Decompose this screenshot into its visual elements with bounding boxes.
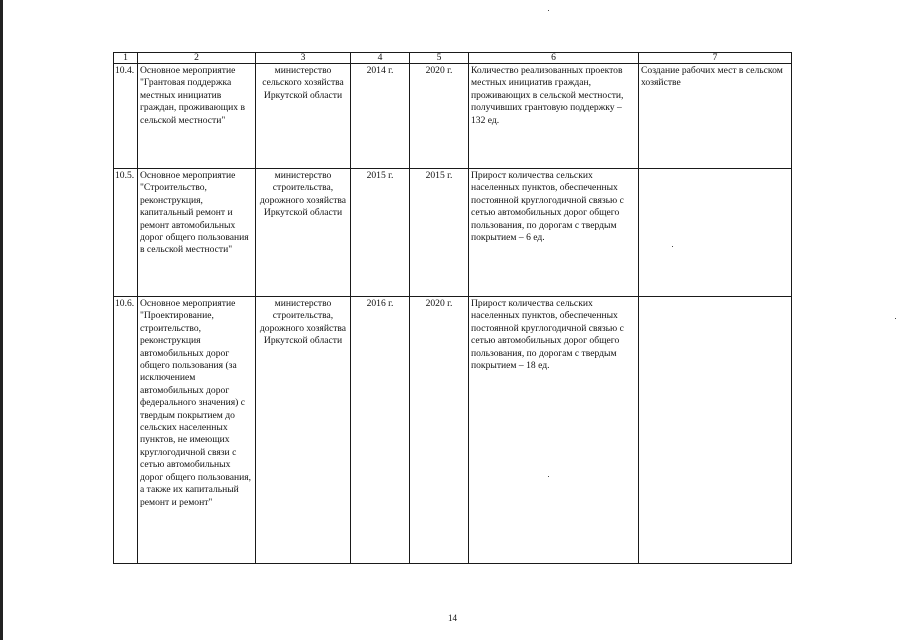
indicator-cell: Количество реализованных проектов местных инициатив граждан, проживающих в сельской местности, получивших грантовую поддержку – 132 ед. [469,64,639,169]
column-header: 2 [138,53,256,64]
scan-speck [548,10,549,11]
end-year-cell: 2020 г. [410,64,469,169]
scan-edge-mark [0,0,3,640]
result-cell [639,297,792,564]
column-header: 7 [639,53,792,64]
row-number: 10.6. [114,297,138,564]
end-year-cell: 2015 г. [410,169,469,297]
page-number: 14 [448,613,457,623]
indicator-cell: Прирост количества сельских населенных пунктов, обеспеченных постоянной круглогодичной связью с сетью автомобильных дорог общего пользования, по дорогам с твердым покрытием – 18 ед. [469,297,639,564]
start-year-cell: 2014 г. [351,64,410,169]
executor-cell: министерство строительства, дорожного хозяйства Иркутской области [256,297,351,564]
start-year-cell: 2015 г. [351,169,410,297]
activity-cell: Основное мероприятие "Проектирование, строительство, реконструкция автомобильных дорог общего пользования (за исключением автомобильных дорог федерального значения) с твердым покрытием до сельских населенных пунктов, не имеющих круглогодичной связи с сетью автомобильных дорог общего пользования, а также их капитальный ремонт и ремонт" [138,297,256,564]
column-header: 3 [256,53,351,64]
start-year-cell: 2016 г. [351,297,410,564]
result-cell [639,169,792,297]
column-header: 4 [351,53,410,64]
end-year-cell: 2020 г. [410,297,469,564]
result-cell: Создание рабочих мест в сельском хозяйстве [639,64,792,169]
column-header: 6 [469,53,639,64]
scan-speck [548,476,549,477]
scan-speck [895,318,896,319]
column-header: 5 [410,53,469,64]
executor-cell: министерство строительства, дорожного хозяйства Иркутской области [256,169,351,297]
executor-cell: министерство сельского хозяйства Иркутской области [256,64,351,169]
row-number: 10.5. [114,169,138,297]
indicator-cell: Прирост количества сельских населенных пунктов, обеспеченных постоянной круглогодичной связью с сетью автомобильных дорог общего пользования, по дорогам с твердым покрытием – 6 ед. [469,169,639,297]
scan-speck [672,246,673,247]
row-number: 10.4. [114,64,138,169]
table-row [114,64,792,169]
activity-cell: Основное мероприятие "Строительство, реконструкция, капитальный ремонт и ремонт автомобильных дорог общего пользования в сельской местности" [138,169,256,297]
table-row [114,297,792,564]
table-row [114,169,792,297]
column-header: 1 [114,53,138,64]
program-activities-table [113,52,792,564]
column-number-header-row [114,53,792,64]
activity-cell: Основное мероприятие "Грантовая поддержка местных инициатив граждан, проживающих в сельской местности" [138,64,256,169]
